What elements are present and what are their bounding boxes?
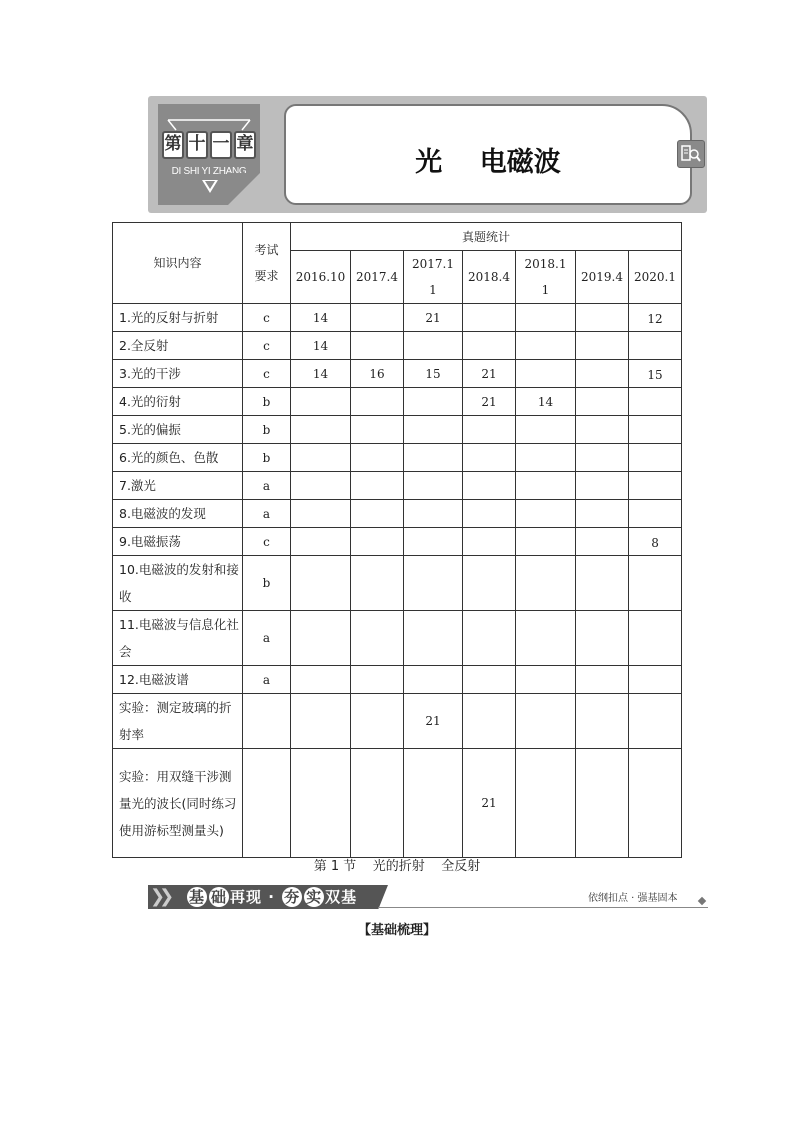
value-cell xyxy=(576,332,629,360)
value-cell xyxy=(291,444,351,472)
value-cell xyxy=(629,666,682,694)
value-cell xyxy=(516,360,576,388)
value-cell xyxy=(463,694,516,749)
topic-cell: 2.全反射 xyxy=(113,332,243,360)
value-cell xyxy=(576,694,629,749)
value-cell xyxy=(291,416,351,444)
header-requirement-line1: 考试 xyxy=(254,243,279,257)
topic-cell: 6.光的颜色、色散 xyxy=(113,444,243,472)
topic-cell: 9.电磁振荡 xyxy=(113,528,243,556)
value-cell xyxy=(351,332,404,360)
requirement-cell xyxy=(243,694,291,749)
page-fold-decoration xyxy=(228,173,260,205)
value-cell xyxy=(404,749,463,858)
table-row xyxy=(113,666,682,694)
value-cell xyxy=(291,388,351,416)
chapter-char: 十 xyxy=(186,131,208,159)
value-cell xyxy=(629,556,682,611)
value-cell: 12 xyxy=(629,304,682,332)
year-header: 2019.4 xyxy=(576,251,629,304)
value-cell xyxy=(576,360,629,388)
strip-text: 再现 · xyxy=(230,888,282,906)
strip-circle-char: 夯 xyxy=(284,888,301,906)
chapter-title: 光 电磁波 xyxy=(415,147,561,178)
value-cell xyxy=(629,416,682,444)
value-cell xyxy=(463,611,516,666)
value-cell xyxy=(629,749,682,858)
strip-divider xyxy=(378,907,708,908)
diamond-icon xyxy=(698,897,706,905)
requirement-cell: a xyxy=(243,500,291,528)
value-cell xyxy=(576,388,629,416)
value-cell xyxy=(351,388,404,416)
year-header: 2017.4 xyxy=(351,251,404,304)
value-cell xyxy=(629,500,682,528)
subheading: 【基础梳理】 xyxy=(357,923,436,938)
value-cell xyxy=(516,332,576,360)
table-row xyxy=(113,500,682,528)
value-cell xyxy=(629,444,682,472)
value-cell: 14 xyxy=(291,360,351,388)
value-cell xyxy=(351,444,404,472)
chapter-char: 第 xyxy=(162,131,184,159)
value-cell xyxy=(463,444,516,472)
value-cell xyxy=(463,416,516,444)
topic-cell: 7.激光 xyxy=(113,472,243,500)
strip-circle-char: 础 xyxy=(210,888,227,906)
year-header: 2018.4 xyxy=(463,251,516,304)
table-row xyxy=(113,694,682,749)
strip-circle-char: 实 xyxy=(306,888,323,906)
value-cell xyxy=(351,528,404,556)
requirement-cell xyxy=(243,749,291,858)
value-cell xyxy=(404,472,463,500)
value-cell xyxy=(629,611,682,666)
value-cell xyxy=(516,528,576,556)
value-cell xyxy=(463,556,516,611)
requirement-cell: c xyxy=(243,332,291,360)
chapter-char: 章 xyxy=(234,131,256,159)
table-row xyxy=(113,388,682,416)
value-cell xyxy=(404,528,463,556)
topic-cell: 12.电磁波谱 xyxy=(113,666,243,694)
chapter-ornament-top xyxy=(164,118,254,132)
value-cell: 14 xyxy=(516,388,576,416)
header-requirement xyxy=(243,223,291,304)
value-cell xyxy=(463,304,516,332)
topic-cell: 10.电磁波的发射和接收 xyxy=(113,556,243,611)
topic-cell: 8.电磁波的发现 xyxy=(113,500,243,528)
topic-cell: 1.光的反射与折射 xyxy=(113,304,243,332)
value-cell xyxy=(404,500,463,528)
chapter-pinyin: DI SHI YI ZHANG xyxy=(171,166,247,177)
value-cell xyxy=(351,749,404,858)
book-magnifier-icon xyxy=(677,140,705,168)
value-cell xyxy=(516,694,576,749)
chapter-label xyxy=(161,131,257,159)
exam-stats-table xyxy=(112,222,682,858)
requirement-cell: c xyxy=(243,528,291,556)
value-cell xyxy=(516,556,576,611)
table-row xyxy=(113,332,682,360)
value-cell xyxy=(576,666,629,694)
table-row xyxy=(113,472,682,500)
value-cell xyxy=(351,472,404,500)
value-cell xyxy=(404,444,463,472)
table-row xyxy=(113,304,682,332)
header-knowledge: 知识内容 xyxy=(113,223,243,304)
value-cell xyxy=(629,472,682,500)
value-cell xyxy=(576,416,629,444)
year-header: 2018.1 1 xyxy=(516,251,576,304)
chapter-title-box xyxy=(284,104,692,205)
value-cell xyxy=(516,611,576,666)
requirement-cell: a xyxy=(243,666,291,694)
value-cell xyxy=(463,500,516,528)
year-header: 2016.10 xyxy=(291,251,351,304)
topic-cell: 4.光的衍射 xyxy=(113,388,243,416)
value-cell: 16 xyxy=(351,360,404,388)
requirement-cell: c xyxy=(243,304,291,332)
value-cell xyxy=(516,749,576,858)
double-chevron-icon: ❯❯ xyxy=(150,886,169,907)
requirement-cell: c xyxy=(243,360,291,388)
strip-motto: 依纲扣点 · 强基固本 xyxy=(588,893,678,904)
chapter-char: 一 xyxy=(210,131,232,159)
value-cell: 21 xyxy=(404,694,463,749)
value-cell xyxy=(576,304,629,332)
value-cell xyxy=(576,472,629,500)
value-cell xyxy=(463,528,516,556)
value-cell xyxy=(516,304,576,332)
value-cell xyxy=(351,416,404,444)
value-cell xyxy=(291,749,351,858)
value-cell xyxy=(576,749,629,858)
value-cell xyxy=(576,611,629,666)
value-cell xyxy=(516,500,576,528)
value-cell: 21 xyxy=(463,749,516,858)
requirement-cell: a xyxy=(243,611,291,666)
value-cell: 15 xyxy=(629,360,682,388)
table-row xyxy=(113,749,682,858)
topic-cell: 实验：用双缝干涉测量光的波长(同时练习使用游标型测量头) xyxy=(113,749,243,858)
topic-cell: 3.光的干涉 xyxy=(113,360,243,388)
value-cell xyxy=(351,694,404,749)
section-title: 第 1 节 光的折射 全反射 xyxy=(313,859,481,874)
value-cell xyxy=(629,694,682,749)
value-cell: 15 xyxy=(404,360,463,388)
value-cell xyxy=(629,332,682,360)
strip-heading xyxy=(186,886,357,908)
value-cell xyxy=(629,388,682,416)
table-row xyxy=(113,444,682,472)
strip-text: 双基 xyxy=(325,888,358,906)
table-row xyxy=(113,416,682,444)
value-cell xyxy=(351,611,404,666)
value-cell xyxy=(576,556,629,611)
value-cell xyxy=(291,500,351,528)
value-cell xyxy=(404,332,463,360)
value-cell xyxy=(404,611,463,666)
requirement-cell: b xyxy=(243,556,291,611)
value-cell xyxy=(291,666,351,694)
value-cell xyxy=(463,472,516,500)
chapter-banner xyxy=(148,96,707,213)
table-row xyxy=(113,360,682,388)
value-cell xyxy=(351,666,404,694)
strip-circle-char: 基 xyxy=(188,888,205,906)
value-cell xyxy=(463,666,516,694)
value-cell xyxy=(463,332,516,360)
value-cell xyxy=(291,528,351,556)
topic-cell: 实验：测定玻璃的折射率 xyxy=(113,694,243,749)
value-cell xyxy=(516,666,576,694)
header-requirement-line2: 要求 xyxy=(254,269,279,283)
value-cell xyxy=(516,472,576,500)
table-row xyxy=(113,556,682,611)
table-row xyxy=(113,528,682,556)
topic-cell: 11.电磁波与信息化社会 xyxy=(113,611,243,666)
value-cell xyxy=(351,556,404,611)
value-cell: 21 xyxy=(404,304,463,332)
section-strip xyxy=(148,883,708,911)
header-stats: 真题统计 xyxy=(291,223,682,251)
value-cell xyxy=(351,500,404,528)
requirement-cell: b xyxy=(243,388,291,416)
requirement-cell: b xyxy=(243,416,291,444)
value-cell: 8 xyxy=(629,528,682,556)
value-cell xyxy=(404,416,463,444)
requirement-cell: b xyxy=(243,444,291,472)
value-cell xyxy=(291,556,351,611)
value-cell: 21 xyxy=(463,360,516,388)
value-cell xyxy=(576,500,629,528)
value-cell xyxy=(404,666,463,694)
requirement-cell: a xyxy=(243,472,291,500)
value-cell xyxy=(291,472,351,500)
year-header: 2017.1 1 xyxy=(404,251,463,304)
value-cell xyxy=(516,444,576,472)
value-cell xyxy=(291,611,351,666)
value-cell: 21 xyxy=(463,388,516,416)
chapter-number-box xyxy=(158,104,260,205)
year-header: 2020.1 xyxy=(629,251,682,304)
value-cell: 14 xyxy=(291,332,351,360)
chapter-arrow-inner xyxy=(205,181,215,189)
table-row xyxy=(113,611,682,666)
value-cell: 14 xyxy=(291,304,351,332)
topic-cell: 5.光的偏振 xyxy=(113,416,243,444)
value-cell xyxy=(576,444,629,472)
value-cell xyxy=(516,416,576,444)
value-cell xyxy=(404,388,463,416)
value-cell xyxy=(404,556,463,611)
value-cell xyxy=(351,304,404,332)
value-cell xyxy=(576,528,629,556)
value-cell xyxy=(291,694,351,749)
